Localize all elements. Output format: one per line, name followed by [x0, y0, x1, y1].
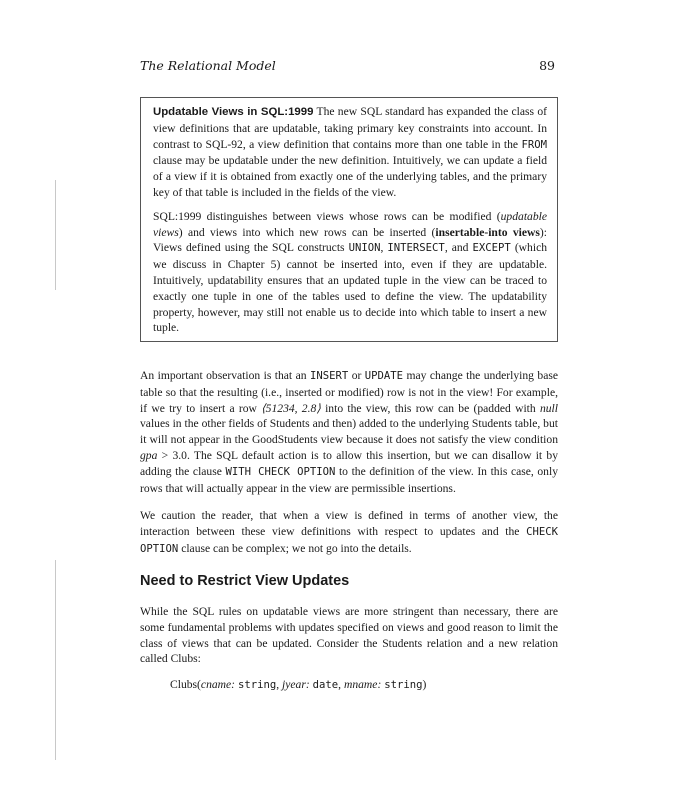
body-paragraph-1: An important observation is that an INSERT or UPDATE may change the underlying base table so that the resulting (i.e., inserted or modified) row is not in the view! For example, if we try to insert a row ⟨51234, 2.8⟩ into the view, this row can be (padded with null values in the other fields of Students and then) added to the underlying Students table, but it will not appear in the GoodStudents view because it does not satisfy the view condition gpa > 3.0. The SQL default action is to allow this insertion, but we can disallow it by adding the clause WITH CHECK OPTION to the definition of the view. In this case, only rows that will actually appear in the view are permissible insertions. — [140, 369, 558, 495]
code-from: FROM — [521, 138, 548, 151]
code-check-option: CHECK OPTION — [140, 525, 558, 555]
sidebar-box-updatable-views — [140, 97, 558, 342]
scan-edge-mark-left — [55, 180, 56, 290]
code-union: UNION — [348, 242, 381, 255]
clubs-schema: Clubs(cname: string, jyear: date, mname: string) — [170, 678, 427, 691]
box-title: Updatable Views in SQL:1999 — [153, 106, 314, 118]
box-paragraph-2: SQL:1999 distinguishes between views whose rows can be modified (updatable views) and views into which new rows can be inserted (insertable-into views): Views defined using the SQL constructs UNION, INTERSECT, and EXCEPT (which we discuss in Chapter 5) cannot be inserted into, even if they are updatable. Intuitively, updatability ensures that an updated tuple in the view can be traced to exactly one tuple in one of the tables used to define the view. The updatability property, however, may still not enable us to decide into which table to insert a new tuple. — [153, 209, 548, 335]
body-paragraph-2: We caution the reader, that when a view is defined in terms of another view, the interaction between these view definitions with respect to updates and the CHECK OPTION clause can be complex; we not go into the details. — [140, 509, 558, 555]
running-title: The Relational Model — [140, 58, 276, 73]
code-update: UPDATE — [364, 370, 404, 382]
term-updatable-views: updatable views — [153, 209, 547, 239]
scan-edge-mark-left-lower — [55, 560, 56, 760]
page-number: 89 — [539, 58, 555, 73]
box-paragraph-1: Updatable Views in SQL:1999 The new SQL standard has expanded the class of view definitions that are updatable, taking primary key constraints into account. In contrast to SQL-92, a view definition that contains more than one table in the FROM clause may be updatable under the new definition. Intuitively, we can update a field of a view if it is obtained from exactly one of the underlying tables, and the primary key of that table is included in the fields of the view. — [153, 105, 548, 199]
code-except: EXCEPT — [472, 242, 511, 255]
code-insert: INSERT — [309, 370, 349, 382]
example-row: ⟨51234, 2.8⟩ — [261, 401, 321, 415]
page-header — [140, 58, 555, 76]
code-intersect: INTERSECT — [387, 242, 445, 255]
body-paragraph-3: While the SQL rules on updatable views are more stringent than necessary, there are some fundamental problems with updates specified on views and good reason to limit the class of views that can be updated. Consider the Students relation and a new relation called Clubs: — [140, 605, 558, 666]
section-heading: Need to Restrict View Updates — [140, 573, 350, 589]
term-insertable-into-views: insertable-into views — [435, 225, 540, 239]
code-with-check-option: WITH CHECK OPTION — [225, 465, 336, 478]
